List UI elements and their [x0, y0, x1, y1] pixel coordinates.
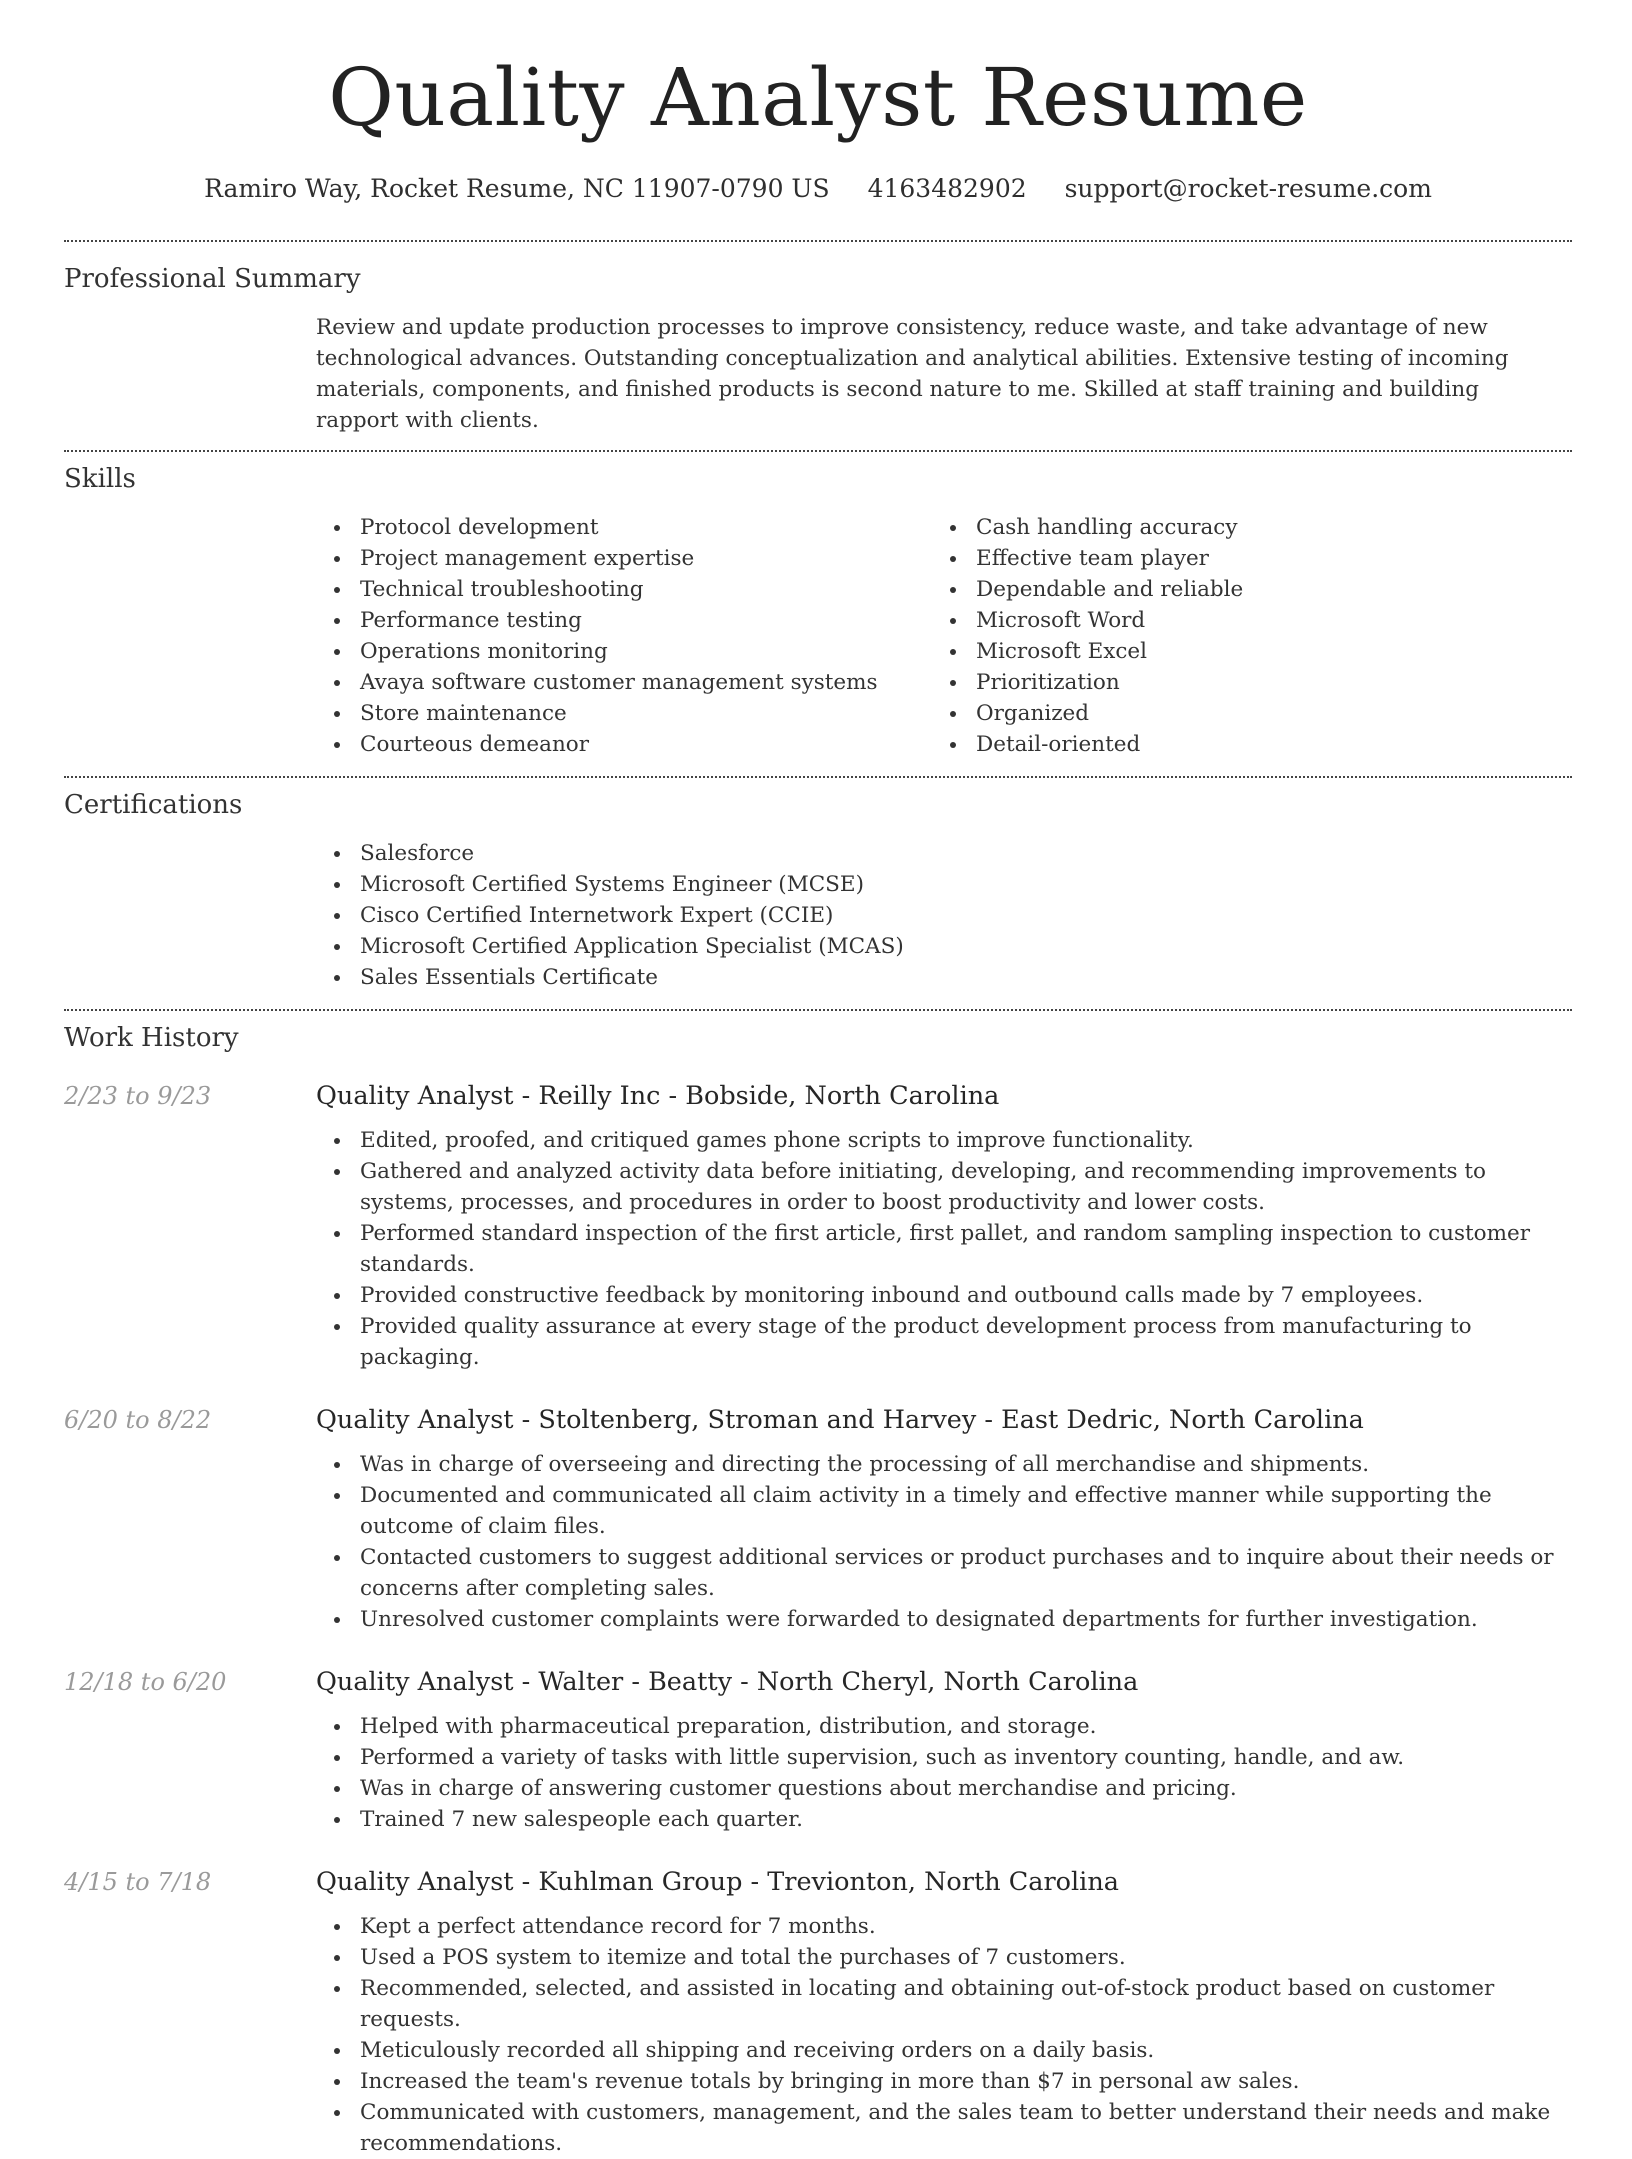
section-heading-certifications: Certifications [64, 790, 243, 820]
list-item: Cash handling accuracy [932, 512, 1548, 543]
list-item: Was in charge of overseeing and directing the processing of all merchandise and shipments. [316, 1449, 1572, 1480]
section-heading-work: Work History [64, 1023, 239, 1053]
certifications-list [316, 838, 1572, 993]
job-bullets [316, 1911, 1572, 2159]
list-item: Documented and communicated all claim activity in a timely and effective manner while supporting the outcome of claim files. [316, 1480, 1572, 1542]
list-item: Store maintenance [316, 698, 932, 729]
list-item: Edited, proofed, and critiqued games phone scripts to improve functionality. [316, 1125, 1572, 1156]
list-item: Performed standard inspection of the first article, first pallet, and random sampling inspection to customer standards. [316, 1218, 1572, 1280]
certifications-content [316, 838, 1572, 993]
list-item: Microsoft Certified Application Specialist (MCAS) [316, 931, 1572, 962]
list-item: Organized [932, 698, 1548, 729]
list-item: Helped with pharmaceutical preparation, distribution, and storage. [316, 1711, 1572, 1742]
job-entry [64, 1865, 1572, 2159]
list-item: Microsoft Word [932, 605, 1548, 636]
list-item: Sales Essentials Certificate [316, 962, 1572, 993]
list-item: Project management expertise [316, 543, 932, 574]
job-dates: 2/23 to 9/23 [64, 1082, 212, 1110]
list-item: Effective team player [932, 543, 1548, 574]
job-bullets [316, 1449, 1572, 1635]
list-item: Avaya software customer management systems [316, 667, 932, 698]
list-item: Contacted customers to suggest additional services or product purchases and to inquire about their needs or concerns after completing sales. [316, 1542, 1572, 1604]
list-item: Dependable and reliable [932, 574, 1548, 605]
summary-section [64, 242, 1572, 436]
resume-title: Quality Analyst Resume [328, 51, 1308, 144]
job-dates: 6/20 to 8/22 [64, 1406, 212, 1434]
list-item: Trained 7 new salespeople each quarter. [316, 1804, 1572, 1835]
list-item: Technical troubleshooting [316, 574, 932, 605]
list-item: Provided quality assurance at every stage of the product development process from manufacturing to packaging. [316, 1311, 1572, 1373]
list-item: Performance testing [316, 605, 932, 636]
skills-list-right [932, 512, 1548, 760]
job-dates: 12/18 to 6/20 [64, 1668, 227, 1696]
list-item: Provided constructive feedback by monitoring inbound and outbound calls made by 7 employees. [316, 1280, 1572, 1311]
list-item: Operations monitoring [316, 636, 932, 667]
list-item: Increased the team's revenue totals by bringing in more than $7 in personal aw sales. [316, 2066, 1572, 2097]
job-title: Quality Analyst - Walter - Beatty - North Cheryl, North Carolina [316, 1667, 1139, 1697]
job-entry [64, 1665, 1572, 1835]
job-header [64, 1665, 1572, 1699]
list-item: Detail-oriented [932, 729, 1548, 760]
job-header [64, 1403, 1572, 1437]
job-bullets [316, 1125, 1572, 1373]
list-item: Communicated with customers, management, and the sales team to better understand their needs and make recommendations. [316, 2097, 1572, 2159]
list-item: Protocol development [316, 512, 932, 543]
certifications-section [64, 778, 1572, 993]
job-title: Quality Analyst - Kuhlman Group - Trevionton, North Carolina [316, 1867, 1119, 1897]
list-item: Kept a perfect attendance record for 7 months. [316, 1911, 1572, 1942]
job-title: Quality Analyst - Reilly Inc - Bobside, North Carolina [316, 1081, 1000, 1111]
contact-address: Ramiro Way, Rocket Resume, NC 11907-0790 US [204, 174, 830, 203]
list-item: Gathered and analyzed activity data before initiating, developing, and recommending improvements to systems, processes, and procedures in order to boost productivity and lower costs. [316, 1156, 1572, 1218]
job-header [64, 1865, 1572, 1899]
resume-page [64, 0, 1572, 2159]
skills-section [64, 452, 1572, 760]
list-item: Cisco Certified Internetwork Expert (CCIE) [316, 900, 1572, 931]
section-heading-skills: Skills [64, 464, 136, 494]
contact-email: support@rocket-resume.com [1064, 174, 1432, 203]
job-header [64, 1079, 1572, 1113]
job-dates: 4/15 to 7/18 [64, 1868, 212, 1896]
section-heading-summary: Professional Summary [64, 264, 361, 294]
list-item: Performed a variety of tasks with little supervision, such as inventory counting, handle, and aw. [316, 1742, 1572, 1773]
list-item: Courteous demeanor [316, 729, 932, 760]
list-item: Prioritization [932, 667, 1548, 698]
list-item: Microsoft Certified Systems Engineer (MCSE) [316, 869, 1572, 900]
job-entry [64, 1403, 1572, 1635]
list-item: Meticulously recorded all shipping and receiving orders on a daily basis. [316, 2035, 1572, 2066]
list-item: Used a POS system to itemize and total the purchases of 7 customers. [316, 1942, 1572, 1973]
contact-line [64, 172, 1572, 206]
list-item: Microsoft Excel [932, 636, 1548, 667]
job-title: Quality Analyst - Stoltenberg, Stroman and Harvey - East Dedric, North Carolina [316, 1405, 1364, 1435]
skills-list-left [316, 512, 932, 760]
summary-content [316, 312, 1572, 436]
list-item: Recommended, selected, and assisted in locating and obtaining out-of-stock product based on customer requests. [316, 1973, 1572, 2035]
work-section [64, 1011, 1572, 2159]
job-entry [64, 1079, 1572, 1373]
list-item: Unresolved customer complaints were forwarded to designated departments for further investigation. [316, 1604, 1572, 1635]
job-bullets [316, 1711, 1572, 1835]
list-item: Salesforce [316, 838, 1572, 869]
list-item: Was in charge of answering customer questions about merchandise and pricing. [316, 1773, 1572, 1804]
skills-grid [316, 512, 1572, 760]
summary-text: Review and update production processes to improve consistency, reduce waste, and take advantage of new technological advances. Outstanding conceptualization and analytical abilities. Extensive testing of incoming materials, components, and finished products is second nature to me. Skilled at staff training and building rapport with clients. [316, 315, 1509, 433]
contact-phone: 4163482902 [867, 174, 1027, 203]
